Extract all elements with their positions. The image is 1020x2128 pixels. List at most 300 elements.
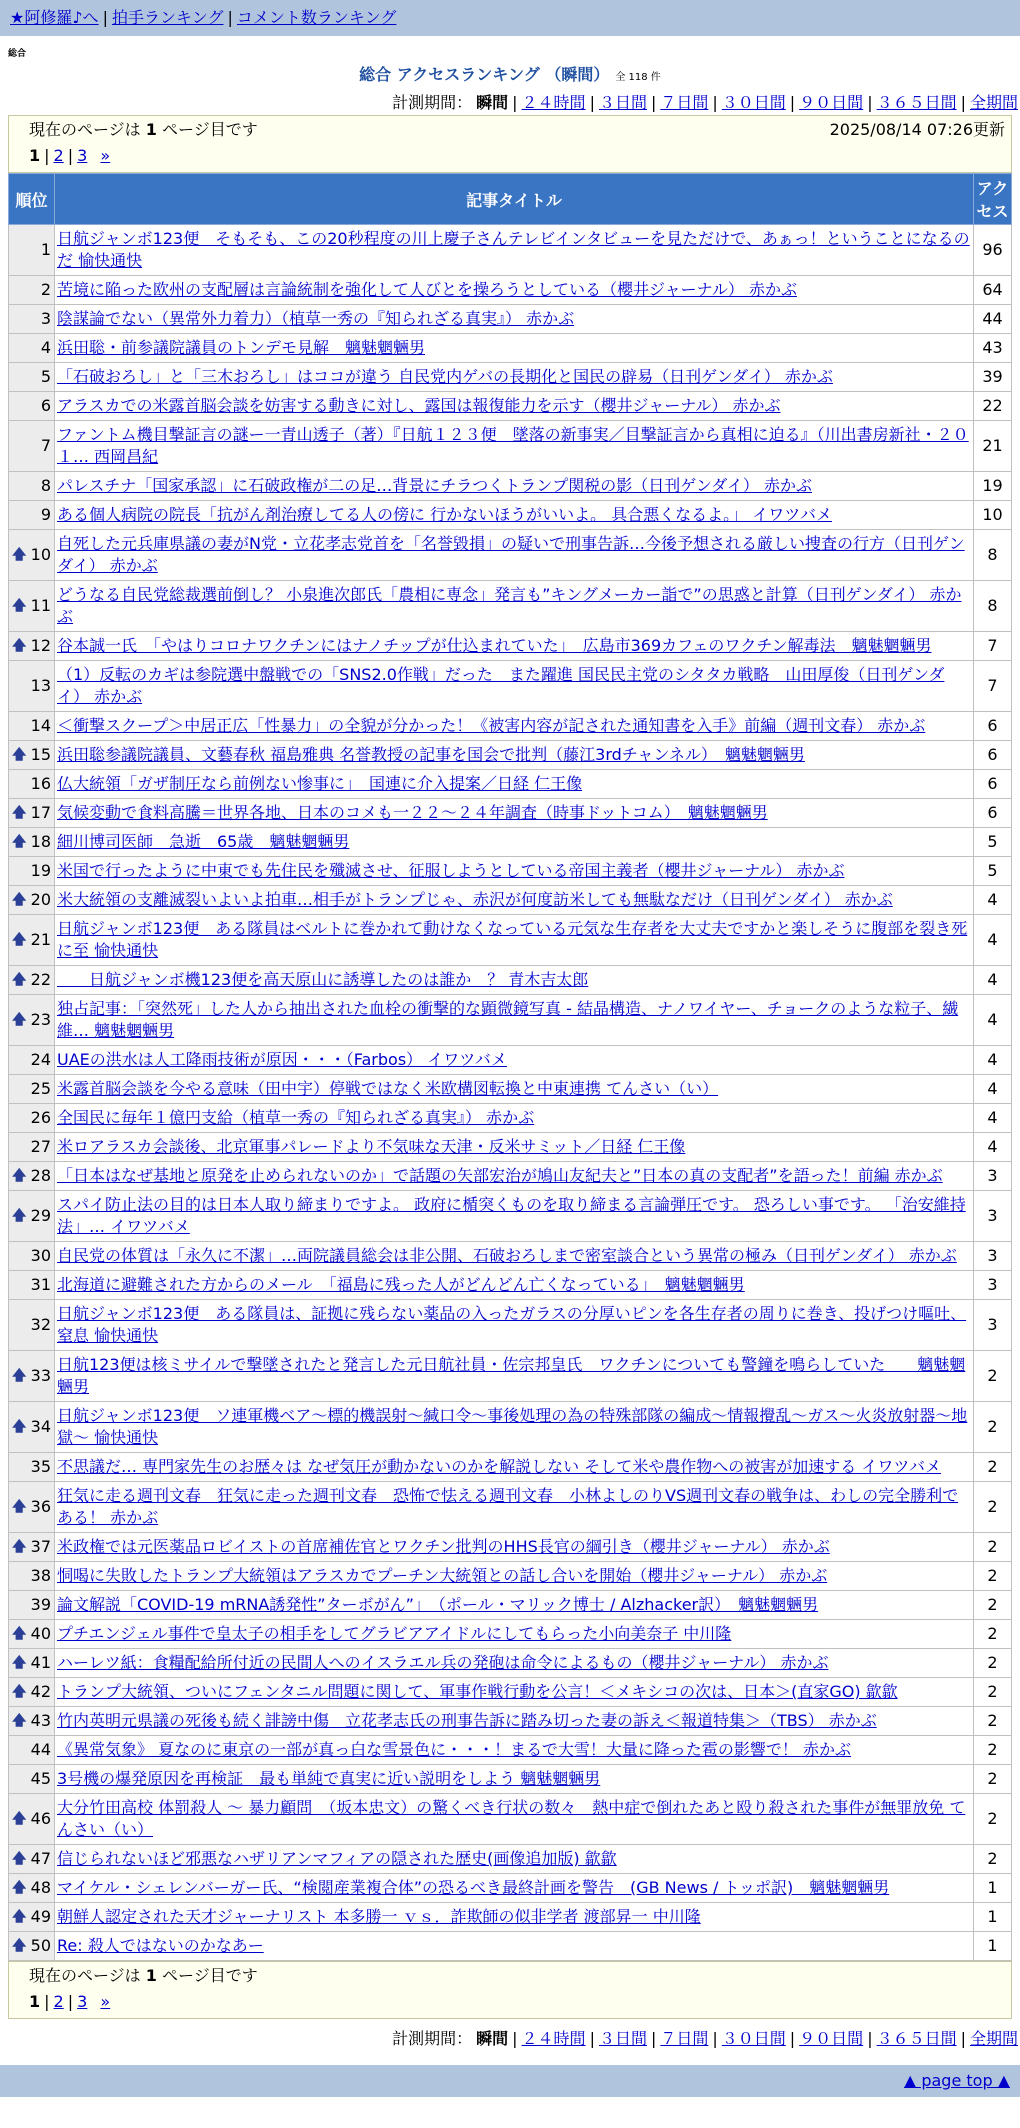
rank-number: 9 (40, 505, 51, 524)
table-row (9, 1874, 1012, 1903)
article-link[interactable]: マイケル・シェレンバーガー氏、“検閲産業複合体”の恐るべき最終計画を警告 (GB News / トッポ訳) 魑魅魍魎男 (57, 1878, 890, 1897)
access-count: 43 (974, 334, 1012, 363)
title-cell (55, 1707, 974, 1736)
table-row (9, 661, 1012, 712)
table-row (9, 1765, 1012, 1794)
page-text-suffix: ページ目です (156, 120, 258, 139)
access-count: 7 (974, 632, 1012, 661)
separator: | (589, 93, 595, 112)
table-row (9, 334, 1012, 363)
rank-cell (9, 1133, 55, 1162)
separator: | (867, 93, 873, 112)
article-link[interactable]: パレスチナ「国家承認」に石破政権が二の足…背景にチラつくトランプ関税の影（日刊ゲンダイ） 赤かぶ (57, 476, 813, 495)
rank-up-arrow-icon: 🡅 (12, 892, 27, 908)
article-link[interactable]: 大分竹田高校 体罰殺人 ～ 暴力顧問 （坂本忠文）の驚くべき行状の数々 熱中症で倒れたあと殴り殺された事件が無罪放免 てんさい（い） (57, 1798, 966, 1839)
article-link[interactable]: プチエンジェル事件で皇太子の相手をしてグラビアアイドルにしてもらった小向美奈子 中川隆 (57, 1624, 732, 1643)
rank-cell (9, 1794, 55, 1845)
access-count: 2 (974, 1707, 1012, 1736)
article-link[interactable]: トランプ大統領、ついにフェンタニル問題に関して、軍事作戦行動を公言！＜メキシコの次は、日本＞(直家GO) 歙歙 (57, 1682, 898, 1701)
category-label: 総合 (8, 49, 27, 59)
access-count: 3 (974, 1271, 1012, 1300)
table-row (9, 501, 1012, 530)
access-count: 1 (974, 1932, 1012, 1961)
title-cell (55, 1402, 974, 1453)
period-link-4[interactable]: ９０日間 (799, 2029, 864, 2048)
rank-cell (9, 1533, 55, 1562)
article-link[interactable]: 浜田聡参議院議員、文藝春秋 福島雅典 名誉教授の記事を国会で批判（藤江3rdチャンネル） 魑魅魍魎男 (57, 745, 805, 764)
table-row (9, 581, 1012, 632)
access-count: 44 (974, 305, 1012, 334)
rank-number: 26 (30, 1108, 51, 1127)
access-count: 2 (974, 1562, 1012, 1591)
rank-cell (9, 1402, 55, 1453)
rank-number: 50 (30, 1936, 51, 1955)
rank-cell (9, 1591, 55, 1620)
article-link[interactable]: 米政権では元医薬品ロビイストの首席補佐官とワクチン批判のHHS長官の綱引き（櫻井ジャーナル） 赤かぶ (57, 1537, 830, 1556)
rank-cell (9, 421, 55, 472)
rank-number: 23 (30, 1010, 51, 1029)
article-link[interactable]: 信じられないほど邪悪なハザリアンマフィアの隠された歴史(画像追加版) 歙歙 (57, 1849, 617, 1868)
rank-number: 38 (30, 1566, 51, 1585)
rank-number: 39 (30, 1595, 51, 1614)
rank-up-arrow-icon: 🡅 (12, 1851, 27, 1867)
table-row (9, 1351, 1012, 1402)
table-row (9, 770, 1012, 799)
rank-cell (9, 857, 55, 886)
title-cell (55, 1765, 974, 1794)
rank-number: 5 (40, 367, 51, 386)
table-row (9, 966, 1012, 995)
title-cell (55, 472, 974, 501)
rank-number: 43 (30, 1711, 51, 1730)
access-count: 6 (974, 770, 1012, 799)
rank-up-arrow-icon: 🡅 (12, 1655, 27, 1671)
separator: | (67, 1992, 74, 2011)
rank-cell (9, 1874, 55, 1903)
access-count: 21 (974, 421, 1012, 472)
article-link[interactable]: 米国で行ったように中東でも先住民を殲滅させ、征服しようとしている帝国主義者（櫻井ジャーナル） 赤かぶ (57, 861, 845, 880)
article-link[interactable]: 米ロアラスカ会談後、北京軍事パレードより不気味な天津・反米サミット／日経 仁王像 (57, 1137, 686, 1156)
title-cell (55, 1162, 974, 1191)
article-link[interactable]: ある個人病院の院長「抗がん剤治療してる人の傍に 行かないほうがいいよ。 具合悪くなるよ。」 イワツバメ (57, 505, 832, 524)
access-count: 22 (974, 392, 1012, 421)
bottom-nav (0, 2065, 1020, 2097)
article-link[interactable]: 朝鮮人認定された天才ジャーナリスト 本多勝一 ｖｓ．詐欺師の似非学者 渡部昇一 中川隆 (57, 1907, 701, 1926)
table-row (9, 1678, 1012, 1707)
title-cell (55, 334, 974, 363)
article-link[interactable]: ハーレツ紙：食糧配給所付近の民間人へのイスラエル兵の発砲は命令によるもの（櫻井ジャーナル） 赤かぶ (57, 1653, 829, 1672)
title-cell (55, 1300, 974, 1351)
table-header-row (9, 174, 1012, 225)
total-count: 全 118 件 (615, 72, 661, 83)
access-count: 4 (974, 1046, 1012, 1075)
article-link[interactable]: 米大統領の支離滅裂いよいよ拍車…相手がトランプじゃ、赤沢が何度訪米しても無駄なだけ（日刊ゲンダイ） 赤かぶ (57, 890, 893, 909)
rank-cell (9, 276, 55, 305)
pagination-link-1[interactable]: 3 (77, 146, 88, 165)
pagination-link-2[interactable]: » (100, 1992, 111, 2011)
pagination-link-1[interactable]: 3 (77, 1992, 88, 2011)
period-link-0[interactable]: ２４時間 (521, 2029, 586, 2048)
table-row (9, 1242, 1012, 1271)
rank-number: 44 (30, 1740, 51, 1759)
pagination-link-0[interactable]: 2 (53, 1992, 64, 2011)
page-info-box-bottom (8, 1961, 1012, 2019)
title-cell (55, 1649, 974, 1678)
access-count: 5 (974, 857, 1012, 886)
table-row (9, 1591, 1012, 1620)
access-count: 64 (974, 276, 1012, 305)
page-text-num: 1 (145, 1966, 157, 1985)
rank-number: 29 (30, 1206, 51, 1225)
article-link[interactable]: 日航ジャンボ123便 そもそも、この20秒程度の川上慶子さんテレビインタビューを見ただけで、あぁっ！ということになるのだ 愉快通快 (57, 229, 970, 270)
access-count: 4 (974, 886, 1012, 915)
access-count: 2 (974, 1765, 1012, 1794)
table-row (9, 1845, 1012, 1874)
rank-up-arrow-icon: 🡅 (12, 972, 27, 988)
article-link[interactable]: 《異常気象》 夏なのに東京の一部が真っ白な雪景色に・・・！まるで大雪！大量に降った雹の影響で！ 赤かぶ (57, 1740, 852, 1759)
article-link[interactable]: 北海道に避難された方からのメール 「福島に残った人がどんどん亡くなっている」 魑魅魍魎男 (57, 1275, 745, 1294)
rank-number: 49 (30, 1907, 51, 1926)
title-cell (55, 421, 974, 472)
title-cell (55, 1075, 974, 1104)
separator: | (650, 93, 657, 112)
rank-cell (9, 472, 55, 501)
separator: | (712, 2029, 718, 2048)
article-link[interactable]: 不思議だ… 専門家先生のお歴々は なぜ気圧が動かないのかを解説しない そして米や農作物への被害が加速する イワツバメ (57, 1457, 942, 1476)
access-count: 6 (974, 741, 1012, 770)
rank-cell (9, 632, 55, 661)
article-link[interactable]: 陰謀論でない（異常外力着力）（植草一秀の『知られざる真実』） 赤かぶ (57, 309, 575, 328)
title-cell (55, 1533, 974, 1562)
title-cell (55, 1562, 974, 1591)
article-link[interactable]: （1）反転のカギは参院選中盤戦での「SNS2.0作戦」だった また躍進 国民民主党のシタタカ戦略 山田厚俊（日刊ゲンダイ） 赤かぶ (57, 665, 945, 706)
rank-up-arrow-icon: 🡅 (12, 1909, 27, 1925)
rank-up-arrow-icon: 🡅 (12, 747, 27, 763)
rank-cell (9, 1482, 55, 1533)
rank-cell (9, 915, 55, 966)
rank-number: 33 (30, 1366, 51, 1385)
rank-cell (9, 770, 55, 799)
rank-cell (9, 1765, 55, 1794)
rank-number: 14 (30, 716, 51, 735)
page-text-suffix: ページ目です (156, 1966, 258, 1985)
rank-cell (9, 741, 55, 770)
table-row (9, 421, 1012, 472)
article-link[interactable]: 気候変動で食料高騰＝世界各地、日本のコメも一２２～２４年調査（時事ドットコム） 魑魅魍魎男 (57, 803, 768, 822)
article-link[interactable]: 独占記事：「突然死」した人から抽出された血栓の衝撃的な顕微鏡写真 - 結晶構造、ナノワイヤー、チョークのような粒子、繊維… 魑魅魍魎男 (57, 999, 959, 1040)
article-link[interactable]: アラスカでの米露首脳会談を妨害する動きに対し、露国は報復能力を示す（櫻井ジャーナル） 赤かぶ (57, 396, 781, 415)
rank-number: 37 (30, 1537, 51, 1556)
rank-cell (9, 1932, 55, 1961)
rank-number: 20 (30, 890, 51, 909)
article-link[interactable]: どうなる自民党総裁選前倒し？ 小泉進次郎氏「農相に専念」発言も”キングメーカー詣で”の思惑と計算（日刊ゲンダイ） 赤かぶ (57, 585, 962, 626)
table-row (9, 1104, 1012, 1133)
access-count: 2 (974, 1794, 1012, 1845)
period-link-4[interactable]: ９０日間 (799, 93, 864, 112)
period-link-2[interactable]: ７日間 (660, 93, 709, 112)
period-link-5[interactable]: ３６５日間 (876, 2029, 957, 2048)
access-count: 2 (974, 1649, 1012, 1678)
rank-up-arrow-icon: 🡅 (12, 932, 27, 948)
article-link[interactable]: 仏大統領「ガザ制圧なら前例ない惨事に」 国連に介入提案／日経 仁王像 (57, 774, 583, 793)
page-text-prefix: 現在のページは (29, 1966, 146, 1985)
article-link[interactable]: 3号機の爆発原因を再検証 最も単純で真実に近い説明をしよう 魑魅魍魎男 (57, 1769, 601, 1788)
rank-number: 22 (30, 970, 51, 989)
table-row (9, 276, 1012, 305)
access-count: 2 (974, 1533, 1012, 1562)
separator: | (102, 8, 108, 27)
table-row (9, 1271, 1012, 1300)
table-row (9, 741, 1012, 770)
rank-cell (9, 1453, 55, 1482)
rank-number: 16 (30, 774, 51, 793)
rank-header: 順位 (9, 174, 55, 225)
rank-cell (9, 1649, 55, 1678)
title-cell (55, 1794, 974, 1845)
title-cell (55, 1903, 974, 1932)
table-row (9, 857, 1012, 886)
access-count: 4 (974, 1075, 1012, 1104)
pagination-current: 1 (29, 146, 41, 165)
article-link[interactable]: Re: 殺人ではないのかなあー (57, 1936, 264, 1955)
access-count: 2 (974, 1351, 1012, 1402)
access-header: アクセス (974, 174, 1012, 225)
rank-up-arrow-icon: 🡅 (12, 638, 27, 654)
article-link[interactable]: 論文解説「COVID-19 mRNA誘発性”ターボがん”」 （ポール・マリック博士 / Alzhacker訳） 魑魅魍魎男 (57, 1595, 819, 1614)
table-row (9, 1533, 1012, 1562)
access-count: 10 (974, 501, 1012, 530)
table-row (9, 1300, 1012, 1351)
separator: | (589, 2029, 595, 2048)
rank-number: 4 (40, 338, 51, 357)
title-cell (55, 1133, 974, 1162)
page-text-num: 1 (145, 120, 157, 139)
separator: | (512, 93, 518, 112)
rank-number: 30 (30, 1246, 51, 1265)
article-link[interactable]: 苦境に陥った欧州の支配層は言論統制を強化して人びとを操ろうとしている（櫻井ジャーナル） 赤かぶ (57, 280, 797, 299)
article-link[interactable]: 日航ジャンボ機123便を高天原山に誘導したのは誰か ？ 青木吉太郎 (57, 970, 589, 989)
rank-cell (9, 530, 55, 581)
title-cell (55, 305, 974, 334)
rank-up-arrow-icon: 🡅 (12, 1168, 27, 1184)
rank-number: 13 (30, 676, 51, 695)
rank-cell (9, 1242, 55, 1271)
article-link[interactable]: 「日本はなぜ基地と原発を止められないのか」で話題の矢部宏治が鳩山友紀夫と”日本の真の支配者”を語った！前編 赤かぶ (57, 1166, 943, 1185)
period-link-0[interactable]: ２４時間 (521, 93, 586, 112)
applause-ranking-link[interactable]: 拍手ランキング (111, 8, 224, 27)
rank-cell (9, 966, 55, 995)
rank-cell (9, 1162, 55, 1191)
period-link-3[interactable]: ３０日間 (721, 2029, 786, 2048)
rank-up-arrow-icon: 🡅 (12, 1419, 27, 1435)
article-link[interactable]: 自死した元兵庫県議の妻がN党・立花孝志党首を「名誉毀損」の疑いで刑事告訴…今後予想される厳しい捜査の行方（日刊ゲンダイ） 赤かぶ (57, 534, 965, 575)
access-count: 96 (974, 225, 1012, 276)
rank-number: 15 (30, 745, 51, 764)
page-top-link[interactable]: ▲ page top ▲ (903, 2071, 1010, 2090)
title-cell (55, 1874, 974, 1903)
access-count: 2 (974, 1591, 1012, 1620)
period-link-1[interactable]: ３日間 (598, 93, 647, 112)
rank-cell (9, 1707, 55, 1736)
rank-up-arrow-icon: 🡅 (12, 1684, 27, 1700)
access-count: 2 (974, 1620, 1012, 1649)
rank-cell (9, 1104, 55, 1133)
title-cell (55, 632, 974, 661)
access-count: 6 (974, 799, 1012, 828)
article-link[interactable]: 「石破おろし」と「三木おろし」はココが違う 自民党内ゲバの長期化と国民の辟易（日刊ゲンダイ） 赤かぶ (57, 367, 833, 386)
separator: | (960, 2029, 966, 2048)
rank-number: 3 (40, 309, 51, 328)
access-count: 3 (974, 1300, 1012, 1351)
rank-up-arrow-icon: 🡅 (12, 1880, 27, 1896)
period-link-1[interactable]: ３日間 (598, 2029, 647, 2048)
pagination-link-0[interactable]: 2 (53, 146, 64, 165)
rank-cell (9, 501, 55, 530)
article-link[interactable]: 竹内英明元県議の死後も続く誹謗中傷 立花孝志氏の刑事告訴に踏み切った妻の訴え＜報道特集＞（TBS） 赤かぶ (57, 1711, 877, 1730)
page-info-box (8, 115, 1012, 173)
table-row (9, 1133, 1012, 1162)
table-row (9, 828, 1012, 857)
title-cell (55, 1482, 974, 1533)
access-count: 4 (974, 995, 1012, 1046)
table-row (9, 225, 1012, 276)
period-link-6[interactable]: 全期間 (969, 2029, 1018, 2048)
rank-cell (9, 1075, 55, 1104)
article-link[interactable]: 日航ジャンボ123便 ある隊員はベルトに巻かれて動けなくなっている元気な生存者を大丈夫ですかと楽しそうに腹部を裂き死に至 愉快通快 (57, 919, 968, 960)
rank-number: 21 (30, 930, 51, 949)
pagination (29, 144, 1005, 168)
period-link-6[interactable]: 全期間 (969, 93, 1018, 112)
top-nav (0, 0, 1020, 36)
rank-cell (9, 995, 55, 1046)
period-selector-bottom (0, 2027, 1020, 2051)
title-cell (55, 1591, 974, 1620)
rank-up-arrow-icon: 🡅 (12, 834, 27, 850)
period-link-2[interactable]: ７日間 (660, 2029, 709, 2048)
table-row (9, 1562, 1012, 1591)
period-selector (0, 91, 1020, 115)
separator: | (650, 2029, 657, 2048)
title-cell (55, 995, 974, 1046)
pagination-link-2[interactable]: » (100, 146, 111, 165)
rank-up-arrow-icon: 🡅 (12, 1012, 27, 1028)
access-count: 7 (974, 661, 1012, 712)
article-link[interactable]: 細川博司医師 急逝 65歳 魑魅魍魎男 (57, 832, 350, 851)
rank-number: 10 (30, 545, 51, 564)
table-row (9, 530, 1012, 581)
article-link[interactable]: ファントム機目撃証言の謎ー一青山透子（著）『日航１２３便 墜落の新事実／目撃証言から真相に迫る』（川出書房新社・２０１… 西岡昌紀 (57, 425, 969, 466)
rank-number: 47 (30, 1849, 51, 1868)
rank-cell (9, 581, 55, 632)
article-link[interactable]: 自民党の体質は「永久に不潔」…両院議員総会は非公開、石破おろしまで密室談合という異常の極み（日刊ゲンダイ） 赤かぶ (57, 1246, 957, 1265)
rank-cell (9, 1191, 55, 1242)
rank-cell (9, 1845, 55, 1874)
comment-ranking-link[interactable]: コメント数ランキング (236, 8, 397, 27)
title-cell (55, 363, 974, 392)
access-count: 3 (974, 1191, 1012, 1242)
article-link[interactable]: 日航ジャンボ123便 ある隊員は、証拠に残らない薬品の入ったガラスの分厚いピンを各生存者の周りに巻き、投げつけ嘔吐、窒息 愉快通快 (57, 1304, 967, 1345)
title-cell (55, 770, 974, 799)
rank-number: 24 (30, 1050, 51, 1069)
period-link-5[interactable]: ３６５日間 (876, 93, 957, 112)
separator: | (789, 93, 796, 112)
table-row (9, 1932, 1012, 1961)
article-link[interactable]: 日航123便は核ミサイルで撃墜されたと発言した元日航社員・佐宗邦皇氏 ワクチンについても警鐘を鳴らしていた 魑魅魍魎男 (57, 1355, 966, 1396)
title-cell (55, 886, 974, 915)
rank-number: 12 (30, 636, 51, 655)
title-cell (55, 966, 974, 995)
rank-number: 17 (30, 803, 51, 822)
access-count: 2 (974, 1736, 1012, 1765)
access-count: 3 (974, 1162, 1012, 1191)
access-count: 19 (974, 472, 1012, 501)
rank-cell (9, 1351, 55, 1402)
separator: | (960, 93, 966, 112)
page-title-row (0, 62, 1020, 85)
rank-cell (9, 334, 55, 363)
article-link[interactable]: UAEの洪水は人工降雨技術が原因・・・（Farbos） イワツバメ (57, 1050, 507, 1069)
separator: | (44, 146, 50, 165)
separator: | (789, 2029, 796, 2048)
rank-number: 35 (30, 1457, 51, 1476)
table-row (9, 1453, 1012, 1482)
rank-number: 6 (40, 396, 51, 415)
title-cell (55, 1736, 974, 1765)
article-link[interactable]: 米露首脳会談を今やる意味（田中宇）停戦ではなく米欧構図転換と中東連携 てんさい（い） (57, 1079, 719, 1098)
article-link[interactable]: 狂気に走る週刊文春 狂気に走った週刊文春 恐怖で怯える週刊文春 小林よしのりVS週刊文春の戦争は、わしの完全勝利である！ 赤かぶ (57, 1486, 959, 1527)
rank-cell (9, 1562, 55, 1591)
rank-cell (9, 799, 55, 828)
article-link[interactable]: 全国民に毎年１億円支給（植草一秀の『知られざる真実』） 赤かぶ (57, 1108, 535, 1127)
article-link[interactable]: 恫喝に失敗したトランプ大統領はアラスカでプーチン大統領との話し合いを開始（櫻井ジャーナル） 赤かぶ (57, 1566, 828, 1585)
rank-cell (9, 1046, 55, 1075)
access-count: 2 (974, 1678, 1012, 1707)
article-link[interactable]: スパイ防止法の目的は日本人取り締まりですよ。 政府に楯突くものを取り締まる言論弾圧です。 恐ろしい事です。 「治安維持法」… イワツバメ (57, 1195, 966, 1236)
table-row (9, 1707, 1012, 1736)
article-link[interactable]: 日航ジャンボ123便 ソ連軍機ベア～標的機誤射～緘口令～事後処理の為の特殊部隊の編成～情報攪乱～ガス～火炎放射器～地獄～ 愉快通快 (57, 1406, 968, 1447)
title-cell (55, 276, 974, 305)
rank-cell (9, 1620, 55, 1649)
period-link-3[interactable]: ３０日間 (721, 93, 786, 112)
rank-cell (9, 1736, 55, 1765)
table-row (9, 1649, 1012, 1678)
table-row (9, 1903, 1012, 1932)
article-link[interactable]: ＜衝撃スクープ＞中居正広「性暴力」の全貌が分かった！《被害内容が記された通知書を入手》前編（週刊文春） 赤かぶ (57, 716, 926, 735)
period-current: 瞬間 (476, 93, 509, 112)
rank-number: 31 (30, 1275, 51, 1294)
rank-up-arrow-icon: 🡅 (12, 805, 27, 821)
title-cell (55, 1351, 974, 1402)
page-text-prefix: 現在のページは (29, 120, 146, 139)
rank-number: 19 (30, 861, 51, 880)
period-label: 計測期間： (392, 93, 473, 112)
pagination (29, 1990, 1005, 2014)
access-count: 1 (974, 1874, 1012, 1903)
home-link[interactable]: ★阿修羅♪へ (10, 8, 99, 27)
title-cell (55, 1046, 974, 1075)
access-count: 4 (974, 1133, 1012, 1162)
table-row (9, 915, 1012, 966)
rank-cell (9, 392, 55, 421)
table-row (9, 305, 1012, 334)
rank-cell (9, 225, 55, 276)
separator: | (67, 146, 74, 165)
article-link[interactable]: 浜田聡・前参議院議員のトンデモ見解 魑魅魍魎男 (57, 338, 426, 357)
access-count: 2 (974, 1402, 1012, 1453)
title-cell (55, 1932, 974, 1961)
article-link[interactable]: 谷本誠一氏 「やはりコロナワクチンにはナノチップが仕込まれていた」 広島市369カフェのワクチン解毒法 魑魅魍魎男 (57, 636, 932, 655)
title-cell (55, 828, 974, 857)
